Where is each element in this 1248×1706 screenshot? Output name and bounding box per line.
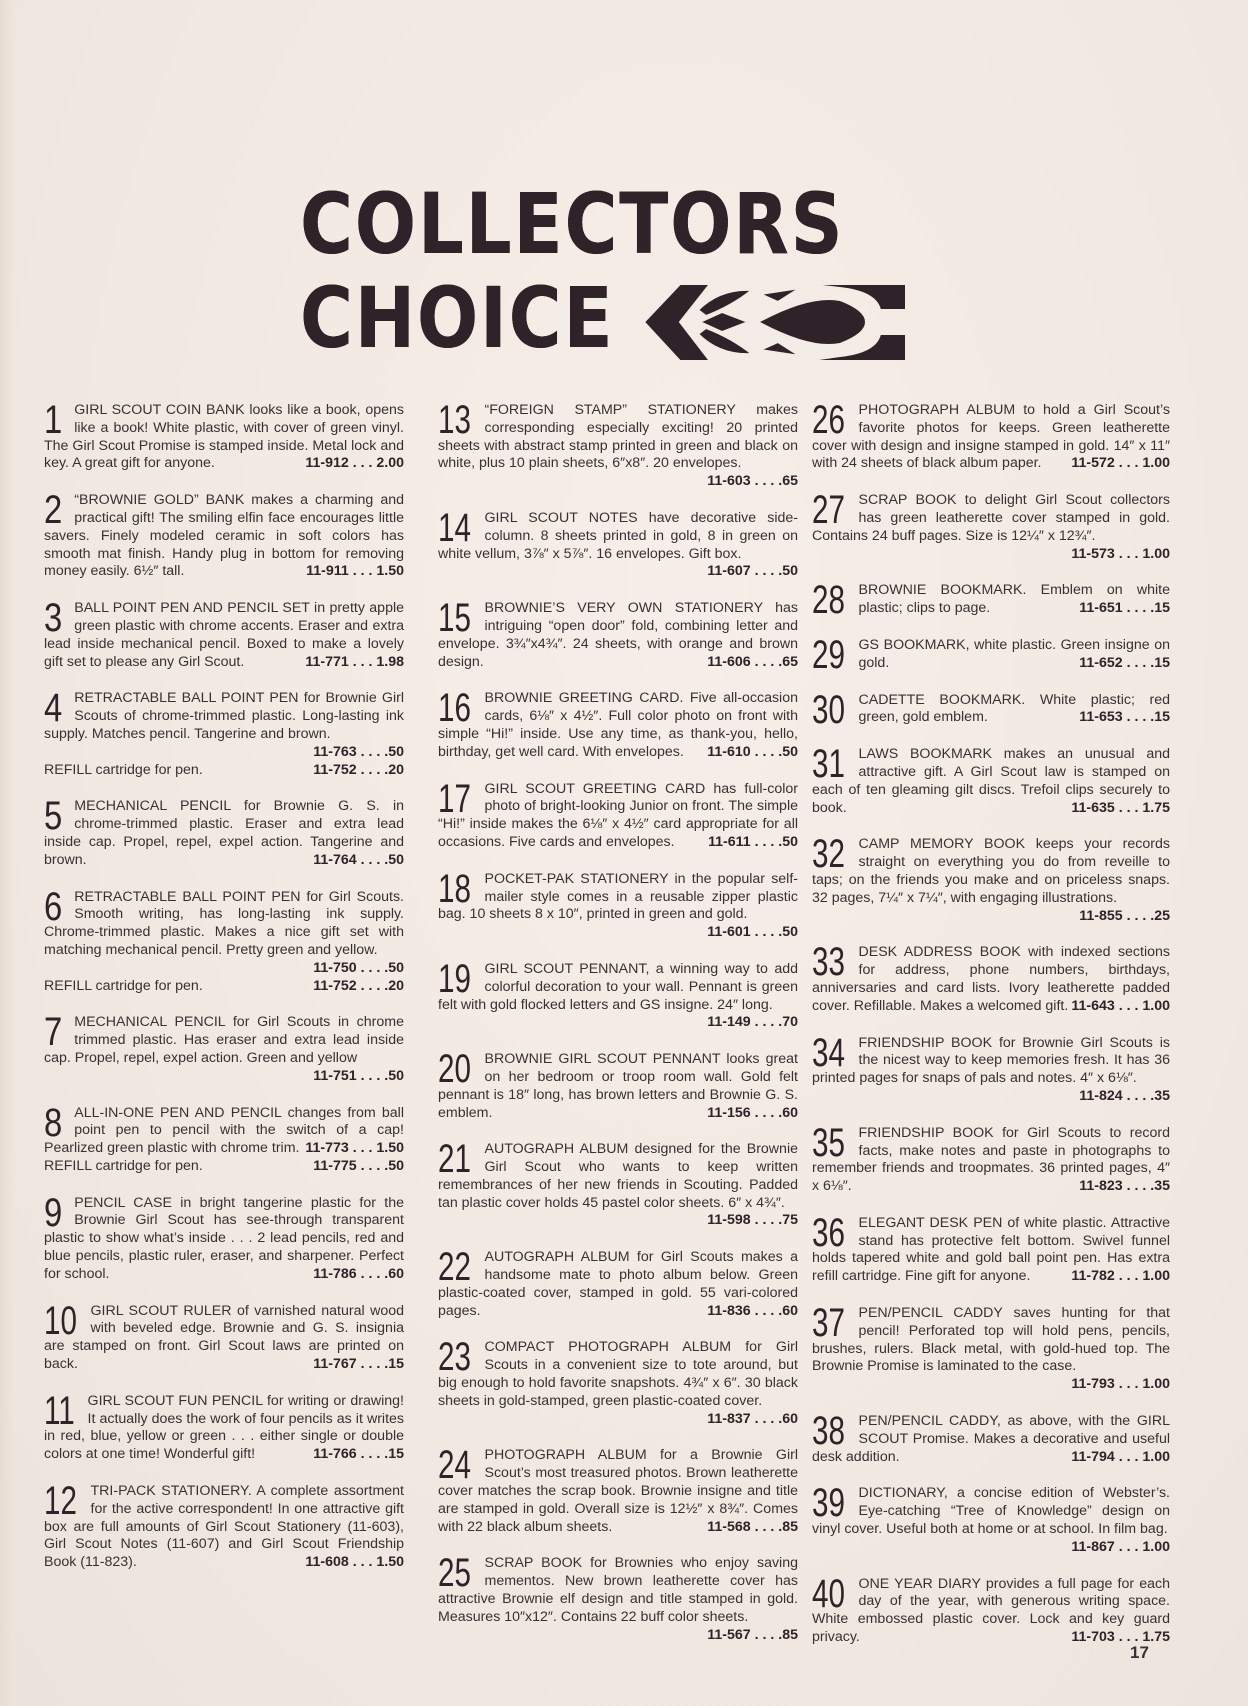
catalog-item-9	[44, 1190, 404, 1284]
item-description: DICTIONARY, a concise edition of Webster’s. Eye-catching “Tree of Knowledge” design on vinyl cover. Useful both at home or at school. In film bag.	[812, 1485, 1170, 1538]
item-code-price: 11-607 . . . .50	[707, 563, 798, 580]
catalog-item-35	[812, 1120, 1170, 1196]
item-number: 19	[438, 956, 471, 1001]
catalog-item-16	[438, 686, 798, 761]
item-code-price: 11-855 . . . .25	[1079, 907, 1170, 924]
item-description: ONE YEAR DIARY provides a full page for each day of the year, with generous writing space. White embossed plastic cover. Lock and key guard privacy.	[812, 1575, 1170, 1646]
item-description: GIRL SCOUT FUN PENCIL for writing or drawing! It actually does the work of four pencils as it writes in red, blue, yellow or green . . . either single or double colors at one time! Wonderful gift!	[44, 1392, 404, 1463]
refill-code-price: 11-752 . . . .20	[313, 761, 404, 778]
catalog-item-10	[44, 1298, 404, 1374]
item-number: 33	[812, 940, 845, 985]
catalog-item-8	[44, 1100, 404, 1176]
item-code-price: 11-603 . . . .65	[707, 473, 798, 490]
item-description: POCKET-PAK STATIONERY in the popular self-mailer style comes in a reusable zipper plastic bag. 10 sheets 8 x 10″, printed in green and gold.	[438, 870, 798, 923]
item-number: 18	[438, 866, 471, 911]
item-code-price: 11-763 . . . .50	[313, 743, 404, 760]
catalog-item-13	[438, 398, 798, 491]
catalog-item-30	[812, 687, 1170, 732]
item-number: 12	[44, 1479, 77, 1524]
item-number: 30	[812, 687, 845, 732]
item-code-price: 11-156 . . . .60	[707, 1104, 798, 1121]
item-number: 27	[812, 488, 845, 533]
catalog-item-20	[438, 1047, 798, 1122]
item-description: “FOREIGN STAMP” STATIONERY makes corresponding especially exciting! 20 printed sheets with abstract stamp printed in green and black on white, plus 10 plain sheets, 6″x8″. 20 envelopes.	[438, 402, 798, 472]
refill-line	[44, 762, 404, 780]
title-line-collectors	[300, 175, 933, 273]
item-code-price: 11-653 . . . .15	[1079, 709, 1170, 726]
page-spine-shadow	[0, 0, 14, 1706]
item-code-price: 11-824 . . . .35	[1079, 1087, 1170, 1104]
item-description: FRIENDSHIP BOOK for Brownie Girl Scouts is the nicest way to keep memories fresh. It has 36 printed pages for snaps of pals and notes. 4″ x 6⅛″.	[812, 1034, 1170, 1087]
item-number: 37	[812, 1301, 845, 1346]
item-code-price: 11-773 . . . 1.50	[305, 1140, 404, 1157]
item-description: SCRAP BOOK to delight Girl Scout collectors has green leatherette cover stamped in gold. Contains 24 buff pages. Size is 12¼″ x 12¾″.	[812, 492, 1170, 544]
item-description: COMPACT PHOTOGRAPH ALBUM for Girl Scouts in a convenient size to tote around, but big enough to hold favorite snapshots. 4¾″ x 6″. 30 black sheets in gold-stamped, green plastic-coated cover.	[438, 1339, 798, 1409]
catalog-item-6	[44, 884, 404, 996]
catalog-item-32	[812, 832, 1170, 925]
refill-label: REFILL cartridge for pen.	[44, 1157, 203, 1174]
title-text-choice: CHOICE	[300, 269, 615, 367]
catalog-item-21	[438, 1137, 798, 1230]
item-number: 29	[812, 632, 845, 677]
item-description: LAWS BOOKMARK makes an unusual and attractive gift. A Girl Scout law is stamped on each of ten gleaming gilt discs. Trefoil clips securely to book.	[812, 746, 1170, 816]
decorative-ornament-icon	[640, 280, 910, 365]
item-code-price: 11-836 . . . .60	[707, 1302, 798, 1319]
refill-label: REFILL cartridge for pen.	[44, 761, 203, 778]
catalog-item-24	[438, 1443, 798, 1536]
item-code-price: 11-767 . . . .15	[313, 1356, 404, 1373]
item-number: 11	[44, 1388, 75, 1433]
item-number: 3	[44, 596, 63, 641]
item-code-price: 11-610 . . . .50	[707, 743, 798, 760]
catalog-item-14	[438, 505, 798, 581]
refill-label: REFILL cartridge for pen.	[44, 977, 203, 994]
item-description: PEN/PENCIL CADDY saves hunting for that pencil! Perforated top will hold pens, pencils, brushes, rulers. Black metal, with gold-hued top. The Brownie Promise is laminated to the case.	[812, 1305, 1170, 1375]
item-code-price: 11-568 . . . .85	[707, 1518, 798, 1535]
item-description: BROWNIE GIRL SCOUT PENNANT looks great on her bedroom or troop room wall. Gold felt pennant is 18″ long, has brown letters and Brownie G. S. emblem.	[438, 1051, 798, 1121]
item-code-price: 11-611 . . . .50	[708, 833, 798, 850]
item-code-price: 11-793 . . . 1.00	[1071, 1376, 1170, 1393]
item-code-price: 11-764 . . . .50	[313, 851, 404, 868]
item-description: RETRACTABLE BALL POINT PEN for Brownie Girl Scouts of chrome-trimmed plastic. Long-lasting ink supply. Matches pencil. Tangerine and brown.	[44, 690, 404, 742]
title-text-collectors: COLLECTORS	[300, 175, 845, 273]
item-description: ALL-IN-ONE PEN AND PENCIL changes from ball point pen to pencil with the switch of a cap! Pearlized green plastic with chrome trim.	[44, 1104, 404, 1157]
catalog-item-38	[812, 1409, 1170, 1466]
item-description: GIRL SCOUT NOTES have decorative side-column. 8 sheets printed in gold, 8 in green on white vellum, 3⅞″ x 5⅞″. 16 envelopes. Gift box.	[438, 509, 798, 562]
item-number: 2	[44, 488, 63, 533]
item-number: 36	[812, 1210, 845, 1255]
item-code-price: 11-782 . . . 1.00	[1071, 1268, 1170, 1285]
item-code-price: 11-912 . . . 2.00	[305, 455, 404, 472]
item-code-price: 11-652 . . . .15	[1079, 654, 1170, 671]
catalog-item-34	[812, 1030, 1170, 1106]
item-description: TRI-PACK STATIONERY. A complete assortment for the active correspondent! In one attractive gift box are full amounts of Girl Scout Stationery (11-603), Girl Scout Notes (11-607) and Girl Scout Friendship Book (11-823).	[44, 1483, 404, 1571]
catalog-item-2	[44, 488, 404, 581]
item-code-price: 11-867 . . . 1.00	[1071, 1538, 1170, 1555]
item-code-price: 11-598 . . . .75	[707, 1212, 798, 1229]
item-number: 17	[438, 776, 471, 821]
catalog-item-37	[812, 1301, 1170, 1394]
item-description: PENCIL CASE in bright tangerine plastic for the Brownie Girl Scout has see-through transparent plastic to show what’s inside . . . 2 lead pencils, red and blue pencils, plastic ruler, eraser, and sharpener. Perfect for school.	[44, 1194, 404, 1282]
item-number: 15	[438, 596, 471, 641]
item-code-price: 11-823 . . . .35	[1079, 1178, 1170, 1195]
item-number: 24	[438, 1443, 471, 1488]
catalog-item-27	[812, 488, 1170, 563]
item-description: DESK ADDRESS BOOK with indexed sections for address, phone numbers, birthdays, anniversaries and card lists. Ivory leatherette padded cover. Refillable. Makes a welcomed gift.	[812, 944, 1170, 1014]
catalog-column-2	[438, 398, 798, 1663]
catalog-item-23	[438, 1335, 798, 1428]
page-title	[300, 175, 920, 370]
catalog-item-40	[812, 1571, 1170, 1647]
item-code-price: 11-149 . . . .70	[707, 1014, 798, 1031]
catalog-item-5	[44, 794, 404, 869]
catalog-item-29	[812, 632, 1170, 677]
item-number: 1	[44, 398, 63, 442]
item-description: “BROWNIE GOLD” BANK makes a charming and practical gift! The smiling elfin face encourages little savers. Finely modeled ceramic in soft colors has smooth mat finish. Handy plug in bottom for removing money easily. 6½″ tall.	[44, 492, 404, 580]
item-number: 28	[812, 578, 845, 623]
item-description: GIRL SCOUT PENNANT, a winning way to add colorful decoration to your wall. Pennant is green felt with gold flocked letters and GS insigne. 24″ long.	[438, 960, 798, 1013]
item-description: GIRL SCOUT RULER of varnished natural wood with beveled edge. Brownie and G. S. insignia are stamped on front. Girl Scout laws are printed on back.	[44, 1302, 404, 1373]
item-number: 10	[44, 1298, 77, 1343]
item-description: BROWNIE’S VERY OWN STATIONERY has intriguing “open door” fold, combining letter and envelope. 3¾″x4¾″. 24 sheets, with orange and brown design.	[438, 600, 798, 670]
item-description: MECHANICAL PENCIL for Brownie G. S. in chrome-trimmed plastic. Eraser and extra lead inside cap. Propel, repel, expel action. Tangerine and brown.	[44, 798, 404, 868]
catalog-item-15	[438, 596, 798, 671]
item-description: BALL POINT PEN AND PENCIL SET in pretty apple green plastic with chrome accents. Eraser and extra lead inside mechanical pencil. Boxed to make a lovely gift set to please any Girl Scout.	[44, 600, 404, 670]
catalog-item-26	[812, 398, 1170, 473]
item-number: 39	[812, 1481, 845, 1526]
title-line-choice	[300, 269, 666, 367]
item-code-price: 11-751 . . . .50	[313, 1067, 404, 1084]
catalog-item-28	[812, 578, 1170, 623]
item-number: 4	[44, 686, 63, 731]
item-description: PEN/PENCIL CADDY, as above, with the GIRL SCOUT Promise. Makes a decorative and useful desk addition.	[812, 1413, 1170, 1465]
item-code-price: 11-651 . . . .15	[1079, 600, 1170, 617]
catalog-item-1	[44, 398, 404, 473]
catalog-item-3	[44, 596, 404, 671]
item-number: 13	[438, 398, 471, 442]
item-description: CAMP MEMORY BOOK keeps your records straight on everything you do from reveille to taps; on the friends you make and on priceless snaps. 32 pages, 7¼″ x 7¼″, with engaging illustrations.	[812, 836, 1170, 906]
item-number: 32	[812, 832, 845, 877]
item-description: BROWNIE GREETING CARD. Five all-occasion cards, 6⅛″ x 4½″. Full color photo on front with simple “Hi!” inside. Use any time, as thank-you, hello, birthday, get well card. With envelopes.	[438, 690, 798, 760]
item-code-price: 11-786 . . . .60	[313, 1265, 404, 1282]
item-description: SCRAP BOOK for Brownies who enjoy saving mementos. New brown leatherette cover has attractive Brownie elf design and title stamped in gold. Measures 10″x12″. Contains 22 buff color sheets.	[438, 1555, 798, 1625]
item-code-price: 11-643 . . . 1.00	[1071, 997, 1170, 1014]
catalog-item-17	[438, 776, 798, 852]
catalog-item-7	[44, 1010, 404, 1085]
catalog-item-39	[812, 1481, 1170, 1556]
item-description: PHOTOGRAPH ALBUM for a Brownie Girl Scout’s most treasured photos. Brown leatherette cover matches the scrap book. Brownie insigne and title are stamped in gold. Overall size is 12½″ x 8¾″. Comes with 22 black album sheets.	[438, 1447, 798, 1535]
item-description: GS BOOKMARK, white plastic. Green insigne on gold.	[858, 636, 1170, 671]
item-code-price: 11-766 . . . .15	[313, 1446, 404, 1463]
item-code-price: 11-911 . . . 1.50	[306, 563, 404, 580]
item-description: AUTOGRAPH ALBUM for Girl Scouts makes a handsome mate to photo album below. Green plastic-coated cover, stamped in gold. 55 vari-colored pages.	[438, 1249, 798, 1319]
item-code-price: 11-794 . . . 1.00	[1071, 1448, 1170, 1465]
refill-code-price: 11-752 . . . .20	[313, 977, 404, 994]
item-number: 25	[438, 1551, 471, 1596]
catalog-column-1	[44, 398, 404, 1591]
item-number: 9	[44, 1190, 63, 1235]
item-description: CADETTE BOOKMARK. White plastic; red green, gold emblem.	[858, 691, 1170, 726]
refill-code-price: 11-775 . . . .50	[313, 1157, 404, 1174]
item-number: 23	[438, 1335, 471, 1380]
item-number: 34	[812, 1030, 845, 1075]
item-number: 40	[812, 1571, 845, 1616]
item-code-price: 11-567 . . . .85	[707, 1626, 798, 1643]
item-description: PHOTOGRAPH ALBUM to hold a Girl Scout’s favorite photos for keeps. Green leatherette cover with design and insigne stamped in gold. 14″ x 11″ with 24 sheets of black album paper.	[812, 402, 1170, 472]
item-number: 21	[438, 1137, 471, 1182]
item-description: FRIENDSHIP BOOK for Girl Scouts to record facts, make notes and paste in photographs to remember friends and troopmates. 36 printed pages, 4″ x 6⅛″.	[812, 1124, 1170, 1195]
item-number: 14	[438, 505, 471, 550]
item-number: 8	[44, 1100, 63, 1145]
item-number: 22	[438, 1245, 471, 1290]
catalog-item-4	[44, 686, 404, 779]
item-code-price: 11-572 . . . 1.00	[1071, 455, 1170, 472]
catalog-item-36	[812, 1210, 1170, 1286]
item-code-price: 11-703 . . . 1.75	[1071, 1629, 1170, 1646]
item-number: 31	[812, 742, 845, 787]
item-description: MECHANICAL PENCIL for Girl Scouts in chrome trimmed plastic. Has eraser and extra lead inside cap. Propel, repel, expel action. Green and yellow	[44, 1014, 404, 1066]
item-code-price: 11-771 . . . 1.98	[305, 653, 404, 670]
item-description: GIRL SCOUT GREETING CARD has full-color photo of bright-looking Junior on front. The simple “Hi!” inside makes the 6⅛″ x 4½″ card appropriate for all occasions. Five cards and envelopes.	[438, 780, 798, 850]
catalog-item-18	[438, 866, 798, 942]
catalog-column-3	[812, 398, 1170, 1666]
catalog-item-11	[44, 1388, 404, 1464]
catalog-item-19	[438, 956, 798, 1032]
item-description: RETRACTABLE BALL POINT PEN for Girl Scouts. Smooth writing, has long-lasting ink supply. Chrome-trimmed plastic. Makes a nice gift set with matching mechanical pencil. Pretty green and yellow.	[44, 888, 404, 958]
item-number: 7	[44, 1010, 63, 1055]
item-description: GIRL SCOUT COIN BANK looks like a book, opens like a book! White plastic, with cover of green vinyl. The Girl Scout Promise is stamped inside. Metal lock and key. A great gift for anyone.	[44, 402, 404, 472]
item-number: 38	[812, 1409, 845, 1454]
catalog-item-12	[44, 1479, 404, 1572]
item-code-price: 11-750 . . . .50	[313, 959, 404, 976]
item-number: 16	[438, 686, 471, 731]
catalog-item-25	[438, 1551, 798, 1644]
item-description: AUTOGRAPH ALBUM designed for the Brownie Girl Scout who wants to keep written remembrances of her new friends in Scouting. Padded tan plastic cover holds 45 pastel color sheets. 6″ x 4¾″.	[438, 1141, 798, 1211]
catalog-item-33	[812, 940, 1170, 1015]
item-description: BROWNIE BOOKMARK. Emblem on white plastic; clips to page.	[858, 582, 1170, 617]
item-code-price: 11-635 . . . 1.75	[1071, 799, 1170, 816]
refill-line	[44, 1158, 404, 1176]
refill-line	[44, 978, 404, 996]
item-code-price: 11-608 . . . 1.50	[305, 1554, 404, 1571]
page-number: 17	[1130, 1643, 1149, 1662]
item-code-price: 11-606 . . . .65	[707, 653, 798, 670]
catalog-item-31	[812, 742, 1170, 817]
catalog-item-22	[438, 1245, 798, 1320]
item-number: 35	[812, 1120, 845, 1165]
item-description: ELEGANT DESK PEN of white plastic. Attractive stand has protective felt bottom. Swivel funnel holds tapered white and gold ball point pen. Has extra refill cartridge. Fine gift for anyone.	[812, 1214, 1170, 1285]
item-code-price: 11-573 . . . 1.00	[1071, 545, 1170, 562]
item-code-price: 11-837 . . . .60	[707, 1410, 798, 1427]
item-number: 5	[44, 794, 63, 839]
item-number: 6	[44, 884, 63, 929]
item-number: 26	[812, 398, 845, 442]
item-number: 20	[438, 1047, 471, 1092]
item-code-price: 11-601 . . . .50	[707, 924, 798, 941]
